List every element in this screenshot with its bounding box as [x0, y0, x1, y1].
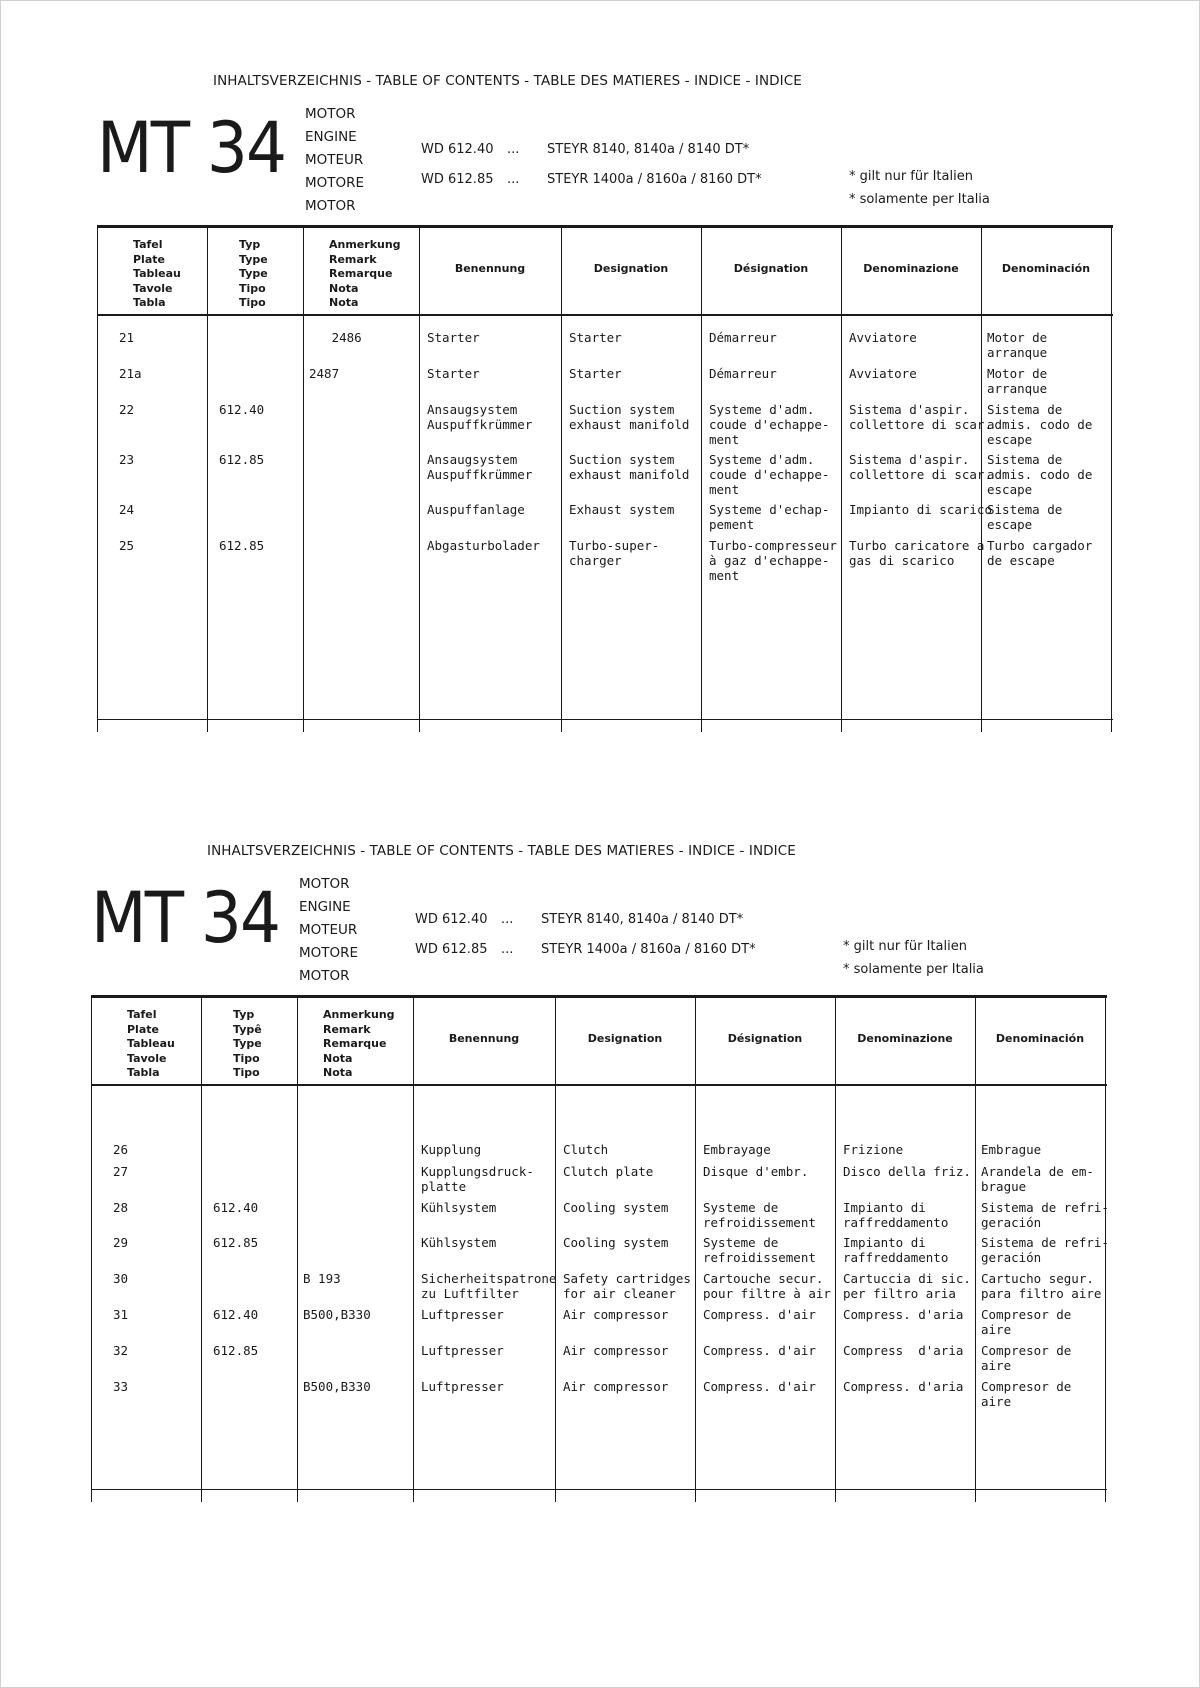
cell-it: Impianto di raffreddamento — [843, 1235, 949, 1265]
cell-typ: 612.40 — [213, 1200, 259, 1215]
cell-en: Exhaust system — [569, 502, 675, 517]
column-rule — [207, 228, 208, 732]
model-engine: WD 612.85 — [421, 172, 494, 187]
cell-es: Sistema de admis. codo de escape — [987, 452, 1093, 497]
cell-de: Luftpresser — [421, 1307, 504, 1322]
parts-table — [91, 995, 1107, 1502]
cell-it: Sistema d'aspir. collettore di scar. — [849, 452, 992, 482]
footnote-it: * solamente per Italia — [843, 962, 984, 977]
cell-en: Cooling system — [563, 1200, 669, 1215]
cell-anmerkung: 2487 — [309, 366, 340, 381]
cell-typ: 612.85 — [213, 1235, 259, 1250]
cell-typ: 612.85 — [219, 538, 265, 553]
cell-fr: Systeme de refroidissement — [703, 1200, 816, 1230]
cell-tafel: 27 — [113, 1164, 129, 1179]
column-rule — [97, 228, 98, 732]
header-denominazione: Denominazione — [857, 1032, 953, 1045]
model-engine: WD 612.40 — [415, 912, 488, 927]
model-dots: ... — [501, 942, 514, 957]
cell-it: Avviatore — [849, 330, 917, 345]
cell-anmerkung: 2486 — [309, 330, 362, 345]
cell-fr: Disque d'embr. — [703, 1164, 809, 1179]
header-denominazione: Denominazione — [863, 262, 959, 275]
cell-fr: Démarreur — [709, 366, 777, 381]
footnotes — [849, 165, 990, 211]
cell-typ: 612.40 — [213, 1307, 259, 1322]
header-anmerkung: Anmerkung Remark Remarque Nota Nota — [323, 1008, 395, 1079]
cell-it: Frizione — [843, 1142, 904, 1157]
header-benennung: Benennung — [448, 1032, 520, 1045]
cell-de: Kupplung — [421, 1142, 482, 1157]
column-rule — [555, 998, 556, 1502]
header-typ: Typ Type Type Tipo Tipo — [239, 238, 268, 309]
lang-es: MOTOR — [299, 968, 350, 984]
cell-es: Sistema de refri- geración — [981, 1200, 1109, 1230]
cell-de: Luftpresser — [421, 1343, 504, 1358]
column-rule — [1111, 228, 1112, 732]
cell-es: Turbo cargador de escape — [987, 538, 1093, 568]
cell-es: Sistema de admis. codo de escape — [987, 402, 1093, 447]
section-heading: INHALTSVERZEICHNIS - TABLE OF CONTENTS - TABLE DES MATIERES - INDICE - INDICE — [213, 73, 802, 89]
lang-en: ENGINE — [305, 129, 357, 145]
cell-es: Embrague — [981, 1142, 1042, 1157]
lang-fr: MOTEUR — [299, 922, 358, 938]
cell-es: Cartucho segur. para filtro aire — [981, 1271, 1102, 1301]
cell-tafel: 22 — [119, 402, 135, 417]
parts-table — [97, 225, 1113, 732]
header-tafel: Tafel Plate Tableau Tavole Tabla — [133, 238, 181, 309]
cell-tafel: 26 — [113, 1142, 129, 1157]
lang-fr: MOTEUR — [305, 152, 364, 168]
header-designation-en: Designation — [587, 1032, 663, 1045]
column-rule — [701, 228, 702, 732]
cell-en: Safety cartridges for air cleaner — [563, 1271, 691, 1301]
header-designation-fr: Désignation — [733, 262, 809, 275]
section-heading: INHALTSVERZEICHNIS - TABLE OF CONTENTS - TABLE DES MATIERES - INDICE - INDICE — [207, 843, 796, 859]
column-rule — [91, 998, 92, 1502]
cell-de: Sicherheitspatrone zu Luftfilter — [421, 1271, 557, 1301]
cell-de: Luftpresser — [421, 1379, 504, 1394]
cell-fr: Cartouche secur. pour filtre à air — [703, 1271, 831, 1301]
cell-tafel: 23 — [119, 452, 135, 467]
cell-es: Arandela de em- brague — [981, 1164, 1094, 1194]
cell-typ: 612.40 — [219, 402, 265, 417]
cell-tafel: 21 — [119, 330, 135, 345]
section-code: MT 34 — [91, 877, 280, 959]
model-dots: ... — [501, 912, 514, 927]
cell-tafel: 30 — [113, 1271, 129, 1286]
lang-en: ENGINE — [299, 899, 351, 915]
cell-fr: Compress. d'air — [703, 1343, 816, 1358]
column-rule — [201, 998, 202, 1502]
cell-tafel: 33 — [113, 1379, 129, 1394]
header-divider — [97, 314, 1113, 316]
cell-it: Cartuccia di sic. per filtro aria — [843, 1271, 971, 1301]
header-anmerkung: Anmerkung Remark Remarque Nota Nota — [329, 238, 401, 309]
model-line — [415, 935, 756, 965]
model-engine: WD 612.40 — [421, 142, 494, 157]
cell-es: Compresor de aire — [981, 1343, 1072, 1373]
engine-language-list — [299, 873, 358, 988]
bottom-divider — [97, 719, 1113, 720]
cell-fr: Systeme d'adm. coude d'echappe- ment — [709, 452, 830, 497]
header-benennung: Benennung — [454, 262, 526, 275]
catalog-section-2 — [91, 839, 1131, 1569]
column-rule — [303, 228, 304, 732]
column-rule — [975, 998, 976, 1502]
cell-tafel: 21a — [119, 366, 142, 381]
model-engine: WD 612.85 — [415, 942, 488, 957]
footnote-de: * gilt nur für Italien — [843, 939, 967, 954]
cell-de: Starter — [427, 330, 480, 345]
model-vehicles: STEYR 1400a / 8160a / 8160 DT* — [547, 172, 762, 187]
cell-en: Suction system exhaust manifold — [569, 402, 690, 432]
cell-en: Suction system exhaust manifold — [569, 452, 690, 482]
cell-es: Compresor de aire — [981, 1307, 1072, 1337]
column-rule — [835, 998, 836, 1502]
cell-anmerkung: B 193 — [303, 1271, 341, 1286]
model-line — [421, 135, 762, 165]
cell-tafel: 25 — [119, 538, 135, 553]
cell-de: Ansaugsystem Auspuffkrümmer — [427, 402, 533, 432]
lang-de: MOTOR — [299, 876, 350, 892]
header-designation-fr: Désignation — [727, 1032, 803, 1045]
cell-it: Avviatore — [849, 366, 917, 381]
model-line — [421, 165, 762, 195]
footnote-de: * gilt nur für Italien — [849, 169, 973, 184]
footnotes — [843, 935, 984, 981]
column-rule — [419, 228, 420, 732]
column-rule — [297, 998, 298, 1502]
cell-fr: Turbo-compresseur à gaz d'echappe- ment — [709, 538, 837, 583]
cell-en: Cooling system — [563, 1235, 669, 1250]
cell-en: Clutch — [563, 1142, 609, 1157]
cell-de: Kühlsystem — [421, 1200, 497, 1215]
cell-es: Motor de arranque — [987, 366, 1048, 396]
lang-it: MOTORE — [305, 175, 365, 191]
column-rule — [561, 228, 562, 732]
cell-en: Air compressor — [563, 1343, 669, 1358]
cell-it: Impianto di scarico — [849, 502, 992, 517]
footnote-it: * solamente per Italia — [849, 192, 990, 207]
header-designation-en: Designation — [593, 262, 669, 275]
cell-es: Motor de arranque — [987, 330, 1048, 360]
cell-fr: Embrayage — [703, 1142, 771, 1157]
header-tafel: Tafel Plate Tableau Tavole Tabla — [127, 1008, 175, 1079]
cell-tafel: 29 — [113, 1235, 129, 1250]
cell-en: Turbo-super- charger — [569, 538, 660, 568]
cell-es: Sistema de refri- geración — [981, 1235, 1109, 1265]
model-vehicles: STEYR 8140, 8140a / 8140 DT* — [547, 142, 750, 157]
cell-de: Auspuffanlage — [427, 502, 525, 517]
cell-fr: Compress. d'air — [703, 1379, 816, 1394]
cell-en: Air compressor — [563, 1307, 669, 1322]
cell-de: Abgasturbolader — [427, 538, 540, 553]
cell-en: Clutch plate — [563, 1164, 654, 1179]
cell-it: Impianto di raffreddamento — [843, 1200, 949, 1230]
cell-it: Disco della friz. — [843, 1164, 971, 1179]
catalog-section-1 — [97, 69, 1137, 799]
lang-es: MOTOR — [305, 198, 356, 214]
cell-de: Starter — [427, 366, 480, 381]
model-vehicles: STEYR 8140, 8140a / 8140 DT* — [541, 912, 744, 927]
column-rule — [841, 228, 842, 732]
cell-tafel: 24 — [119, 502, 135, 517]
cell-anmerkung: B500,B330 — [303, 1307, 371, 1322]
cell-anmerkung: B500,B330 — [303, 1379, 371, 1394]
cell-it: Compress. d'aria — [843, 1307, 964, 1322]
column-rule — [413, 998, 414, 1502]
cell-de: Kupplungsdruck- platte — [421, 1164, 534, 1194]
cell-tafel: 28 — [113, 1200, 129, 1215]
cell-fr: Systeme de refroidissement — [703, 1235, 816, 1265]
header-typ: Typ Typê Type Tipo Tipo — [233, 1008, 262, 1079]
header-divider — [91, 1084, 1107, 1086]
lang-de: MOTOR — [305, 106, 356, 122]
model-dots: ... — [507, 172, 520, 187]
header-denominacion: Denominación — [1001, 262, 1091, 275]
cell-typ: 612.85 — [213, 1343, 259, 1358]
model-line — [415, 905, 756, 935]
cell-tafel: 31 — [113, 1307, 129, 1322]
model-list — [415, 905, 756, 965]
cell-de: Ansaugsystem Auspuffkrümmer — [427, 452, 533, 482]
cell-fr: Compress. d'air — [703, 1307, 816, 1322]
cell-fr: Systeme d'adm. coude d'echappe- ment — [709, 402, 830, 447]
cell-en: Starter — [569, 330, 622, 345]
cell-it: Sistema d'aspir. collettore di scar. — [849, 402, 992, 432]
cell-it: Turbo caricatore a gas di scarico — [849, 538, 985, 568]
cell-de: Kühlsystem — [421, 1235, 497, 1250]
cell-fr: Systeme d'echap- pement — [709, 502, 830, 532]
cell-en: Starter — [569, 366, 622, 381]
cell-en: Air compressor — [563, 1379, 669, 1394]
model-vehicles: STEYR 1400a / 8160a / 8160 DT* — [541, 942, 756, 957]
bottom-divider — [91, 1489, 1107, 1490]
model-list — [421, 135, 762, 195]
cell-tafel: 32 — [113, 1343, 129, 1358]
cell-it: Compress. d'aria — [843, 1379, 964, 1394]
column-rule — [695, 998, 696, 1502]
cell-it: Compress d'aria — [843, 1343, 964, 1358]
lang-it: MOTORE — [299, 945, 359, 961]
section-code: MT 34 — [97, 107, 286, 189]
engine-language-list — [305, 103, 364, 218]
cell-es: Sistema de escape — [987, 502, 1063, 532]
header-denominacion: Denominación — [995, 1032, 1085, 1045]
cell-typ: 612.85 — [219, 452, 265, 467]
cell-fr: Démarreur — [709, 330, 777, 345]
cell-es: Compresor de aire — [981, 1379, 1072, 1409]
model-dots: ... — [507, 142, 520, 157]
